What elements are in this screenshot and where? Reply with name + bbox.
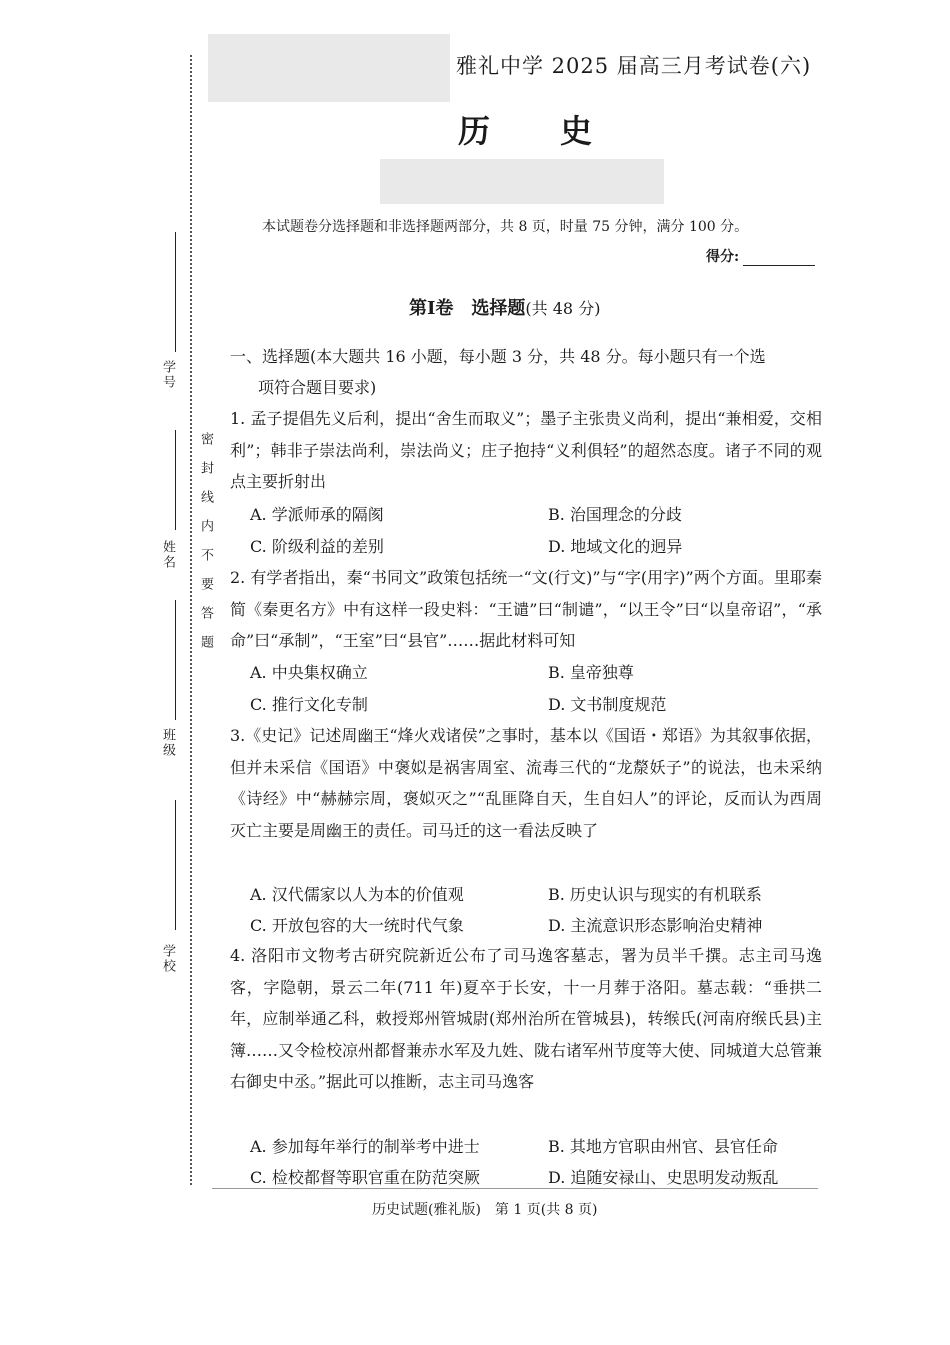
section-name: 第Ⅰ卷 选择题 bbox=[409, 298, 526, 319]
question-2-option-a[interactable]: A. 中央集权确立 bbox=[250, 663, 368, 682]
student-id-label: 学号 bbox=[160, 360, 175, 390]
student-id-blank[interactable] bbox=[175, 232, 176, 352]
seal-instruction: 密封线内不要答题 bbox=[198, 432, 213, 664]
question-4-option-b[interactable]: B. 其地方官职由州官、县官任命 bbox=[548, 1137, 778, 1156]
name-label: 姓名 bbox=[160, 540, 175, 570]
school-blank[interactable] bbox=[175, 800, 176, 930]
question-4-stem: 4. 洛阳市文物考古研究院新近公布了司马逸客墓志，署为员半千撰。志主司马逸客，字隐朝，景云二年(711 年)夏卒于长安，十一月葬于洛阳。墓志载：“垂拱二年，应制举通乙科，敕授郑州管城尉(郑州治所在管城县)，转缑氏(河南府缑氏县)主簿……又令检校凉州都督兼赤水军及九姓、陇右诸军州节度等大使、同城道大总管兼右御史中丞。”据此可以推断，志主司马逸客 bbox=[230, 946, 823, 1091]
exam-title: 雅礼中学 2025 届高三月考试卷(六) bbox=[456, 54, 812, 78]
question-3 bbox=[230, 720, 822, 846]
question-3-stem: 3.《史记》记述周幽王“烽火戏诸侯”之事时，基本以《国语・郑语》为其叙事依据，但并未采信《国语》中褒姒是祸害周室、流毒三代的“龙漦妖子”的说法，也未采纳《诗经》中“赫赫宗周，褒姒灭之”“乱匪降自天，生自妇人”的评论，反而认为西周灭亡主要是周幽王的责任。司马迁的这一看法反映了 bbox=[230, 726, 822, 840]
school-label: 学校 bbox=[160, 944, 175, 974]
part-one-line1: 一、选择题(本大题共 16 小题，每小题 3 分，共 48 分。每小题只有一个选 bbox=[230, 347, 766, 366]
redacted-header-block bbox=[208, 34, 450, 102]
part-one-line2: 项符合题目要求) bbox=[258, 378, 377, 397]
section-title bbox=[409, 294, 600, 320]
question-3-option-b[interactable]: B. 历史认识与现实的有机联系 bbox=[548, 885, 762, 904]
subject-title: 历史 bbox=[458, 112, 663, 150]
question-4 bbox=[230, 940, 822, 1098]
question-1 bbox=[230, 403, 822, 498]
question-4-option-c[interactable]: C. 检校都督等职官重在防范突厥 bbox=[250, 1168, 480, 1187]
question-2 bbox=[230, 562, 822, 657]
score-blank[interactable] bbox=[743, 251, 815, 266]
question-4-option-d[interactable]: D. 追随安禄山、史思明发动叛乱 bbox=[548, 1168, 779, 1187]
question-2-option-b[interactable]: B. 皇帝独尊 bbox=[548, 663, 634, 682]
binding-dotted-line bbox=[190, 55, 192, 1185]
score-label: 得分: bbox=[706, 249, 740, 265]
section-points: (共 48 分) bbox=[525, 299, 601, 318]
class-label: 班级 bbox=[160, 728, 175, 758]
question-4-option-a[interactable]: A. 参加每年举行的制举考中进士 bbox=[250, 1137, 480, 1156]
question-1-option-b[interactable]: B. 治国理念的分歧 bbox=[548, 505, 682, 524]
name-blank[interactable] bbox=[175, 430, 176, 530]
class-blank[interactable] bbox=[175, 600, 176, 720]
question-2-stem: 2. 有学者指出，秦“书同文”政策包括统一“文(行文)”与“字(用字)”两个方面。里耶秦简《秦更名方》中有这样一段史料：“王谴”曰“制谴”，“以王令”曰“以皇帝诏”，“承命”曰“承制”，“王室”曰“县官”……据此材料可知 bbox=[230, 568, 822, 650]
question-1-stem: 1. 孟子提倡先义后利，提出“舍生而取义”；墨子主张贵义尚利，提出“兼相爱，交相利”；韩非子崇法尚利，崇法尚义；庄子抱持“义利俱轻”的超然态度。诸子不同的观点主要折射出 bbox=[230, 409, 822, 491]
score-field[interactable] bbox=[706, 246, 815, 266]
part-one-heading bbox=[230, 341, 822, 403]
page-footer: 历史试题(雅礼版) 第 1 页(共 8 页) bbox=[372, 1202, 598, 1218]
question-1-option-a[interactable]: A. 学派师承的隔阂 bbox=[250, 505, 384, 524]
question-3-option-d[interactable]: D. 主流意识形态影响治史精神 bbox=[548, 916, 763, 935]
footer-divider bbox=[212, 1188, 818, 1189]
exam-instructions: 本试题卷分选择题和非选择题两部分，共 8 页，时量 75 分钟，满分 100 分。 bbox=[262, 219, 749, 235]
question-1-option-d[interactable]: D. 地域文化的迥异 bbox=[548, 537, 683, 556]
question-2-option-d[interactable]: D. 文书制度规范 bbox=[548, 695, 667, 714]
question-2-option-c[interactable]: C. 推行文化专制 bbox=[250, 695, 368, 714]
question-3-option-a[interactable]: A. 汉代儒家以人为本的价值观 bbox=[250, 885, 464, 904]
question-1-option-c[interactable]: C. 阶级利益的差别 bbox=[250, 537, 384, 556]
redacted-subtitle-block bbox=[380, 159, 664, 204]
question-3-option-c[interactable]: C. 开放包容的大一统时代气象 bbox=[250, 916, 464, 935]
